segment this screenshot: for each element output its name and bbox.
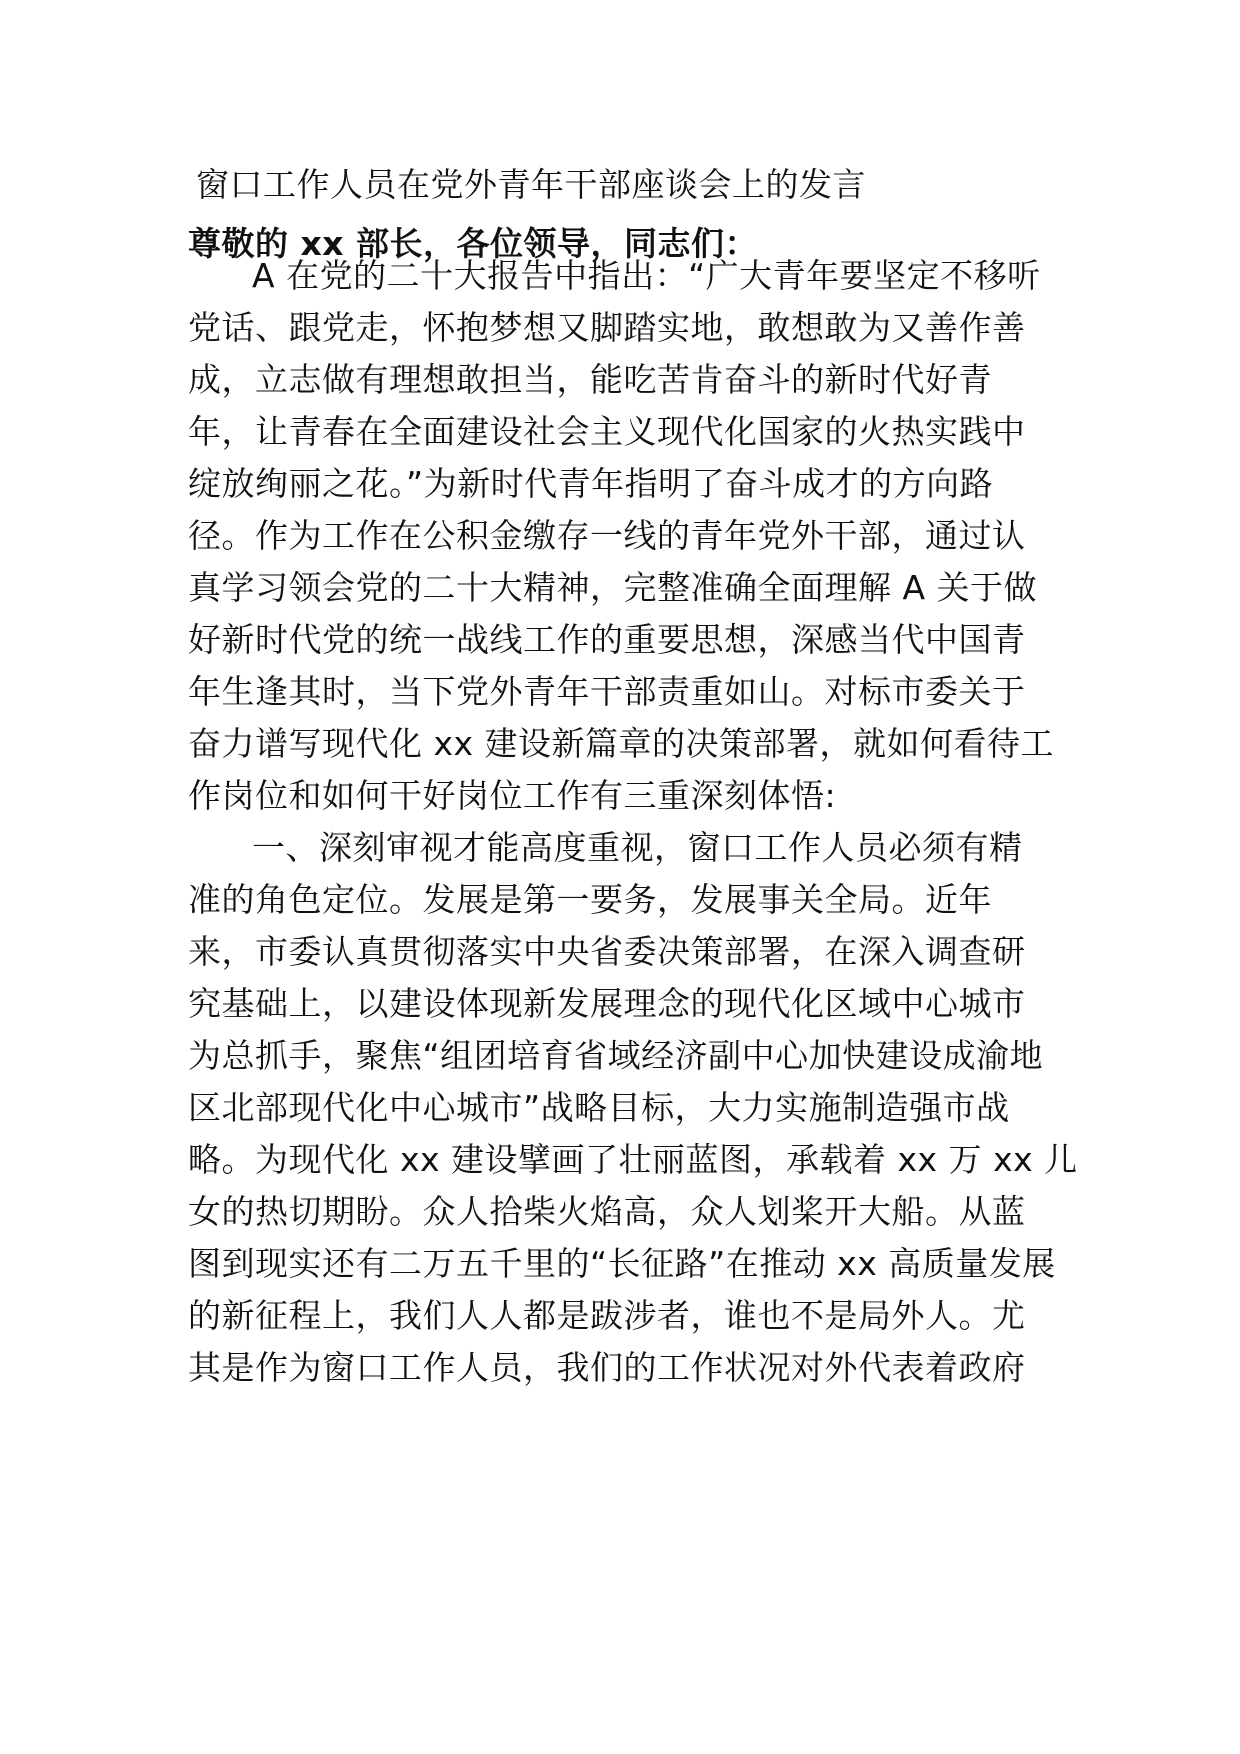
paragraph-line: 党话、跟党走，怀抱梦想又脚踏实地，敢想敢为又善作善 <box>188 308 1026 347</box>
greeting: 尊敬的 xx 部长，各位领导，同志们： <box>188 224 759 263</box>
paragraph-line: 其是作为窗口工作人员，我们的工作状况对外代表着政府 <box>188 1348 1026 1387</box>
paragraph-line: 作岗位和如何干好岗位工作有三重深刻体悟: <box>188 776 837 815</box>
paragraph-line: 区北部现代化中心城市”战略目标，大力实施制造强市战 <box>188 1088 1010 1127</box>
paragraph-line: 图到现实还有二万五千里的“长征路”在推动 xx 高质量发展 <box>188 1244 1056 1283</box>
paragraph-line: 真学习领会党的二十大精神，完整准确全面理解 A 关于做 <box>188 568 1038 607</box>
paragraph-line: 一、深刻审视才能高度重视，窗口工作人员必须有精 <box>252 828 1023 867</box>
paragraph-line: 来，市委认真贯彻落实中央省委决策部署，在深入调查研 <box>188 932 1026 971</box>
paragraph-line: 略。为现代化 xx 建设擘画了壮丽蓝图，承载着 xx 万 xx 儿 <box>188 1140 1078 1179</box>
paragraph-line: A 在党的二十大报告中指出：“广大青年要坚定不移听 <box>252 256 1041 295</box>
paragraph-line: 究基础上，以建设体现新发展理念的现代化区域中心城市 <box>188 984 1026 1023</box>
paragraph-line: 径。作为工作在公积金缴存一线的青年党外干部，通过认 <box>188 516 1026 555</box>
paragraph-line: 年，让青春在全面建设社会主义现代化国家的火热实践中 <box>188 412 1026 451</box>
paragraph-line: 女的热切期盼。众人拾柴火焰高，众人划桨开大船。从蓝 <box>188 1192 1026 1231</box>
paragraph-line: 年生逢其时，当下党外青年干部责重如山。对标市委关于 <box>188 672 1026 711</box>
paragraph-line: 奋力谱写现代化 xx 建设新篇章的决策部署，就如何看待工 <box>188 724 1055 763</box>
document-title: 窗口工作人员在党外青年干部座谈会上的发言 <box>196 165 866 204</box>
paragraph-line: 好新时代党的统一战线工作的重要思想，深感当代中国青 <box>188 620 1026 659</box>
paragraph-line: 成，立志做有理想敢担当，能吃苦肯奋斗的新时代好青 <box>188 360 992 399</box>
paragraph-line: 准的角色定位。发展是第一要务，发展事关全局。近年 <box>188 880 992 919</box>
paragraph-line: 绽放绚丽之花。”为新时代青年指明了奋斗成才的方向路 <box>188 464 994 503</box>
paragraph-line: 为总抓手，聚焦“组团培育省域经济副中心加快建设成渝地 <box>188 1036 1044 1075</box>
paragraph-line: 的新征程上，我们人人都是跋涉者，谁也不是局外人。尤 <box>188 1296 1026 1335</box>
